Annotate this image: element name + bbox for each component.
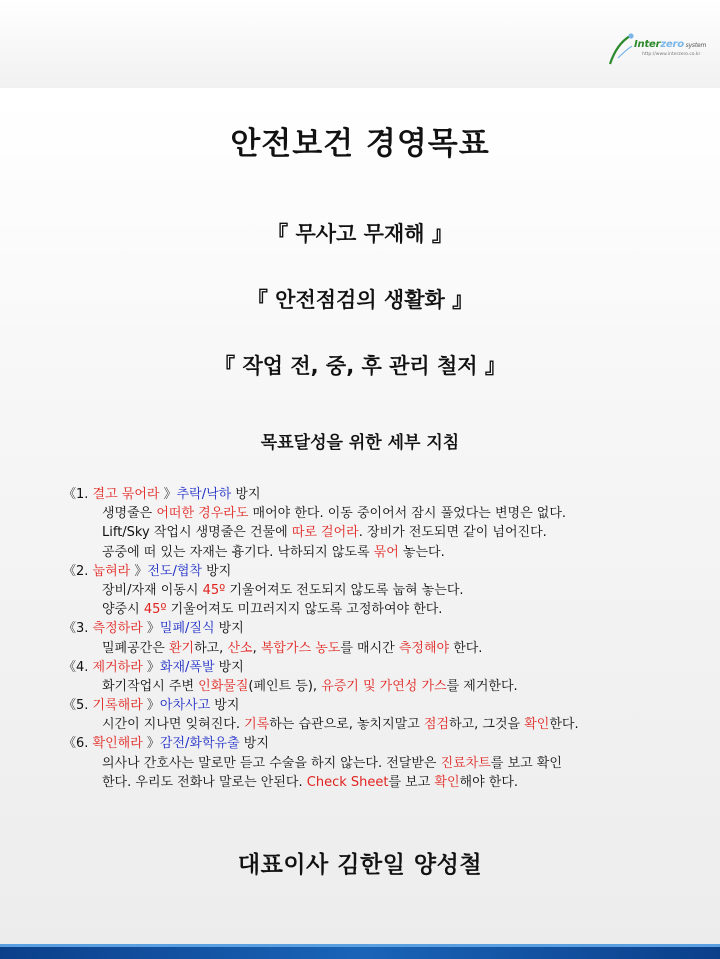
guideline-text: 생명줄은 — [102, 506, 157, 522]
guideline-text: 》 — [130, 563, 148, 579]
guideline-text: 》 — [159, 487, 177, 502]
guideline-text: Lift/Sky 작업시 생명줄은 건물에 — [102, 525, 292, 541]
guideline-text: 《5. — [63, 698, 93, 714]
guideline-detail — [63, 543, 663, 562]
guideline-heading — [63, 485, 663, 504]
emphasis-red-text: 기록해라 — [92, 698, 143, 714]
logo-brand-b: zero — [660, 39, 684, 50]
guideline-text: 《3. — [63, 621, 93, 637]
guideline-text: 매어야 한다. 이동 중이어서 잠시 풀었다는 변명은 없다. — [248, 506, 567, 522]
guideline-text: 의사나 간호사는 말로만 듣고 수술을 하지 않는다. 전달받은 — [102, 755, 441, 771]
emphasis-red-text: 유증기 및 가연성 가스 — [321, 678, 447, 694]
guideline-heading — [63, 734, 663, 753]
emphasis-red-text: 측정하라 — [92, 621, 143, 637]
guideline-detail — [63, 639, 663, 658]
emphasis-blue-text: 감전/화학유출 — [159, 736, 240, 752]
emphasis-red-text: 어떠한 경우라도 — [156, 506, 249, 522]
emphasis-red-text: 따로 걸어라 — [291, 525, 359, 541]
slogan-2: 『 안전점검의 생활화 』 — [246, 288, 474, 312]
guideline-detail — [63, 600, 663, 619]
guideline-text: 밀폐공간은 — [102, 640, 169, 656]
guideline-text: 하고, 그것을 — [449, 717, 525, 733]
guideline-detail — [63, 523, 663, 542]
guideline-text: 를 매시간 — [340, 640, 399, 656]
guideline-heading — [63, 658, 663, 677]
guideline-text: 하는 습관으로, 놓치지말고 — [269, 717, 424, 733]
guideline-text: 《2. — [63, 563, 93, 579]
emphasis-blue-text: 아차사고 — [159, 698, 211, 714]
emphasis-red-text: 45º — [143, 602, 167, 618]
emphasis-blue-text: 화재/폭발 — [159, 659, 215, 675]
guideline-text: (페인트 등), — [248, 678, 322, 694]
guideline-text: 화기작업시 주변 — [102, 678, 199, 694]
guideline-text: 해야 한다. — [459, 774, 519, 790]
slogan-3: 『 작업 전, 중, 후 관리 철저 』 — [214, 354, 506, 378]
guideline-text: 방지 — [239, 736, 269, 752]
guideline-text: 》 — [142, 659, 160, 675]
guideline-text: 한다. 우리도 전화나 말로는 안된다. — [102, 774, 307, 790]
guideline-text: 공중에 떠 있는 자재는 흉기다. 낙하되지 않도록 — [102, 544, 374, 560]
guideline-detail — [63, 677, 663, 696]
guideline-detail — [63, 504, 663, 523]
guideline-text: 방지 — [231, 487, 261, 502]
guideline-text: 방지 — [214, 621, 244, 637]
guideline-text: 시간이 지나면 잊혀진다. — [102, 717, 245, 733]
page-title: 안전보건 경영목표 — [230, 126, 490, 162]
emphasis-red-text: 기록 — [244, 717, 270, 733]
guideline-heading — [63, 619, 663, 638]
guideline-text: 》 — [142, 736, 160, 752]
guideline-text: 기울어져도 전도되지 않도록 눕혀 놓는다. — [225, 582, 464, 598]
guideline-text: 《6. — [63, 736, 93, 752]
emphasis-blue-text: 전도/협착 — [147, 563, 202, 579]
guideline-detail — [63, 715, 663, 734]
guideline-heading — [63, 696, 663, 715]
emphasis-red-text: 45º — [202, 582, 226, 598]
guideline-heading — [63, 562, 663, 581]
emphasis-red-text: 환기 — [168, 640, 195, 656]
guideline-text: 방지 — [202, 563, 232, 579]
guideline-text: 《4. — [63, 659, 93, 675]
logo-swoosh-icon — [604, 30, 644, 70]
guideline-text: 를 보고 확인 — [490, 755, 562, 771]
guidelines-list — [63, 485, 663, 792]
emphasis-red-text: 눕혀라 — [92, 563, 131, 579]
emphasis-red-text: 진료차트 — [440, 755, 491, 771]
guidelines-heading: 목표달성을 위한 세부 지침 — [260, 433, 460, 453]
guideline-detail — [63, 581, 663, 600]
guideline-text: 놓는다. — [398, 544, 445, 560]
emphasis-red-text: 결고 묶어라 — [92, 487, 160, 502]
guideline-text: 하고, — [194, 640, 228, 656]
guideline-text: 《1. — [63, 487, 93, 502]
emphasis-red-text: 확인 — [434, 774, 460, 790]
guideline-text: 를 보고 — [388, 774, 435, 790]
emphasis-red-text: 산소 — [227, 640, 253, 656]
company-logo — [604, 30, 716, 70]
logo-brand-a: Inter — [634, 39, 661, 50]
guideline-text: , — [252, 640, 261, 656]
guideline-text: 방지 — [214, 659, 244, 675]
emphasis-red-text: 확인해라 — [92, 736, 143, 752]
emphasis-blue-text: 추락/낙하 — [176, 487, 232, 502]
footer-bar — [0, 944, 720, 959]
emphasis-red-text: Check Sheet — [306, 774, 389, 790]
guideline-text: 장비/자재 이동시 — [102, 582, 203, 598]
guideline-text: 한다. — [449, 640, 483, 656]
emphasis-red-text: 묶어 — [373, 544, 399, 560]
emphasis-blue-text: 밀폐/질식 — [159, 621, 215, 637]
emphasis-red-text: 제거하라 — [92, 659, 143, 675]
slogan-1: 『 무사고 무재해 』 — [267, 222, 453, 246]
ceo-signature: 대표이사 김한일 양성철 — [237, 852, 483, 878]
logo-url: http://www.interzero.co.kr — [642, 52, 701, 57]
guideline-text: 기울어져도 미끄러지지 않도록 고정하여야 한다. — [166, 602, 443, 618]
guideline-text: 》 — [142, 621, 160, 637]
guideline-text: 》 — [142, 698, 160, 714]
emphasis-red-text: 인화물질 — [198, 678, 249, 694]
guideline-text: 방지 — [210, 698, 240, 714]
logo-wordmark — [634, 39, 706, 50]
guideline-text: 양중시 — [102, 602, 144, 618]
guideline-text: . 장비가 전도되면 같이 넘어진다. — [358, 525, 547, 541]
guideline-detail — [63, 754, 663, 773]
guideline-detail — [63, 773, 663, 792]
logo-brand-c: system — [683, 42, 707, 49]
emphasis-red-text: 확인 — [524, 717, 550, 733]
guideline-text: 를 제거한다. — [446, 678, 518, 694]
footer-stripe — [0, 944, 720, 947]
guideline-text: 한다. — [549, 717, 579, 733]
emphasis-red-text: 복합가스 농도 — [260, 640, 341, 656]
emphasis-red-text: 점검 — [423, 717, 450, 733]
emphasis-red-text: 측정해야 — [398, 640, 450, 656]
